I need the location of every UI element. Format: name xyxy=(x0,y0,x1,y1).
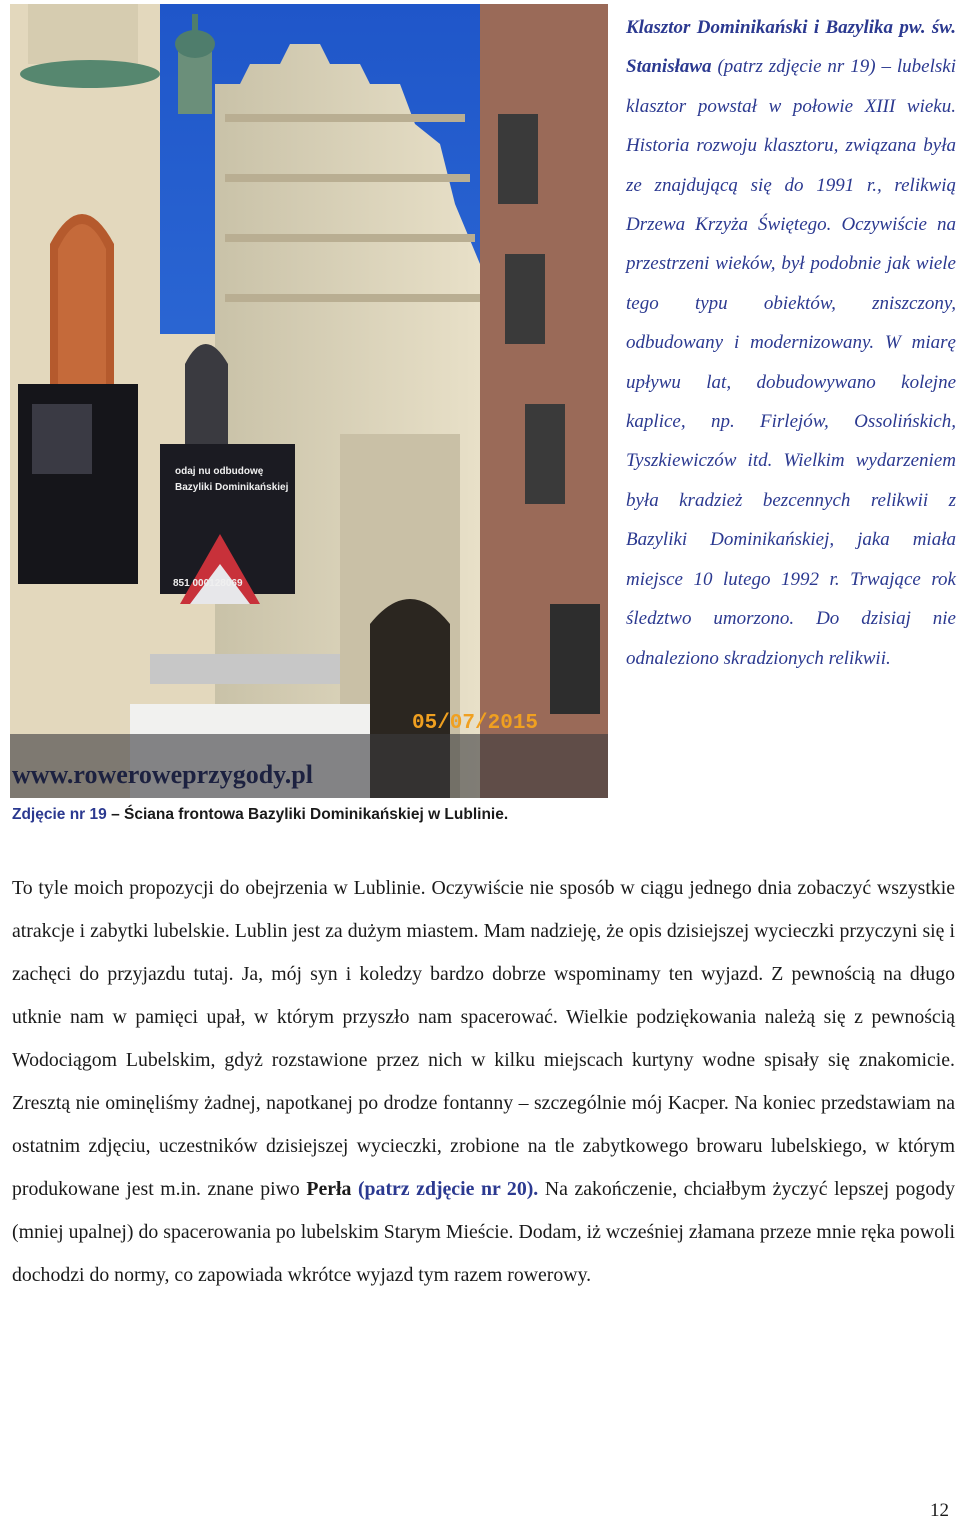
page-number: 12 xyxy=(930,1500,949,1521)
photo-basilica-facade xyxy=(10,4,608,798)
banner-line-2: Bazyliki Dominikańskiej xyxy=(175,482,289,493)
caption-text: – Ściana frontowa Bazyliki Dominikańskiej w Lublinie. xyxy=(106,806,509,823)
photo-illustration xyxy=(10,4,608,798)
banner-number: 851 000128069 xyxy=(173,578,243,589)
photo-watermark: www.roweroweprzygody.pl xyxy=(12,760,313,789)
side-title: Klasztor Dominikański i Bazylika pw. św. Stanisława xyxy=(626,17,956,78)
side-column-text xyxy=(626,8,956,678)
photo-ref-20: (patrz zdjęcie nr 20). xyxy=(351,1178,539,1200)
beer-name: Perła xyxy=(306,1178,352,1200)
banner-line-1: odaj nu odbudowę xyxy=(175,466,264,477)
side-body: – lubelski klasztor powstał w połowie XIII wieku. Historia rozwoju klasztoru, związana była ze znajdującą się do 1991 r., relikwią Drzewa Krzyża Świętego. Oczywiście na przestrzeni wieków, był podobnie jak wiele tego typu obiektów, zniszczony, odbudowany i modernizowany. W miarę upływu lat, dobudowywano kolejne kaplice, np. Firlejów, Ossolińskich, Tyszkiewiczów itd. Wielkim wydarzeniem była kradzież bezcennych relikwii z Bazyliki Dominikańskiej, jaka miała miejsce 10 lutego 1992 r. Trwające rok śledztwo umorzono. Do dzisiaj nie odnaleziono skradzionych relikwii. xyxy=(626,56,956,669)
photo-date-stamp: 05/07/2015 xyxy=(412,712,539,735)
side-ref: (patrz zdjęcie nr 19) xyxy=(711,56,876,78)
main-part-1: To tyle moich propozycji do obejrzenia w Lublinie. Oczywiście nie sposób w ciągu jednego dnia zobaczyć wszystkie atrakcje i zabytki lubelskie. Lublin jest za dużym miastem. Mam nadzieję, że opis dzisiejszej wycieczki przyczyni się i zachęci do przyjazdu tutaj. Ja, mój syn i koledzy bardzo dobrze wspominamy ten wyjazd. Z pewnością na długo utknie nam w pamięci upał, w którym przyszło nam spacerować. Wielkie podziękowania należą się z pewnością Wodociągom Lubelskim, gdyż rozstawione przez nich w kilku miejscach kurtyny wodne spisały się znakomicie. Zresztą nie ominęliśmy żadnej, napotkanej po drodze fontanny – szczególnie mój Kacper. Na koniec przedstawiam na ostatnim zdjęciu, uczestników dzisiejszej wycieczki, zrobione na tle zabytkowego browaru lubelskiego, w którym produkowane jest m.in. znane piwo xyxy=(12,877,955,1200)
caption-number: Zdjęcie nr 19 xyxy=(12,806,107,823)
main-part-2: Na zakończenie, chciałbym życzyć lepszej pogody (mniej upalnej) do spacerowania po lubelskim Starym Mieście. Dodam, iż wcześniej złamana przeze mnie ręka powoli dochodzi do normy, co zapowiada wkrótce wyjazd tym razem rowerowy. xyxy=(12,1178,955,1286)
main-paragraph xyxy=(12,867,955,1297)
photo-caption xyxy=(12,806,508,824)
